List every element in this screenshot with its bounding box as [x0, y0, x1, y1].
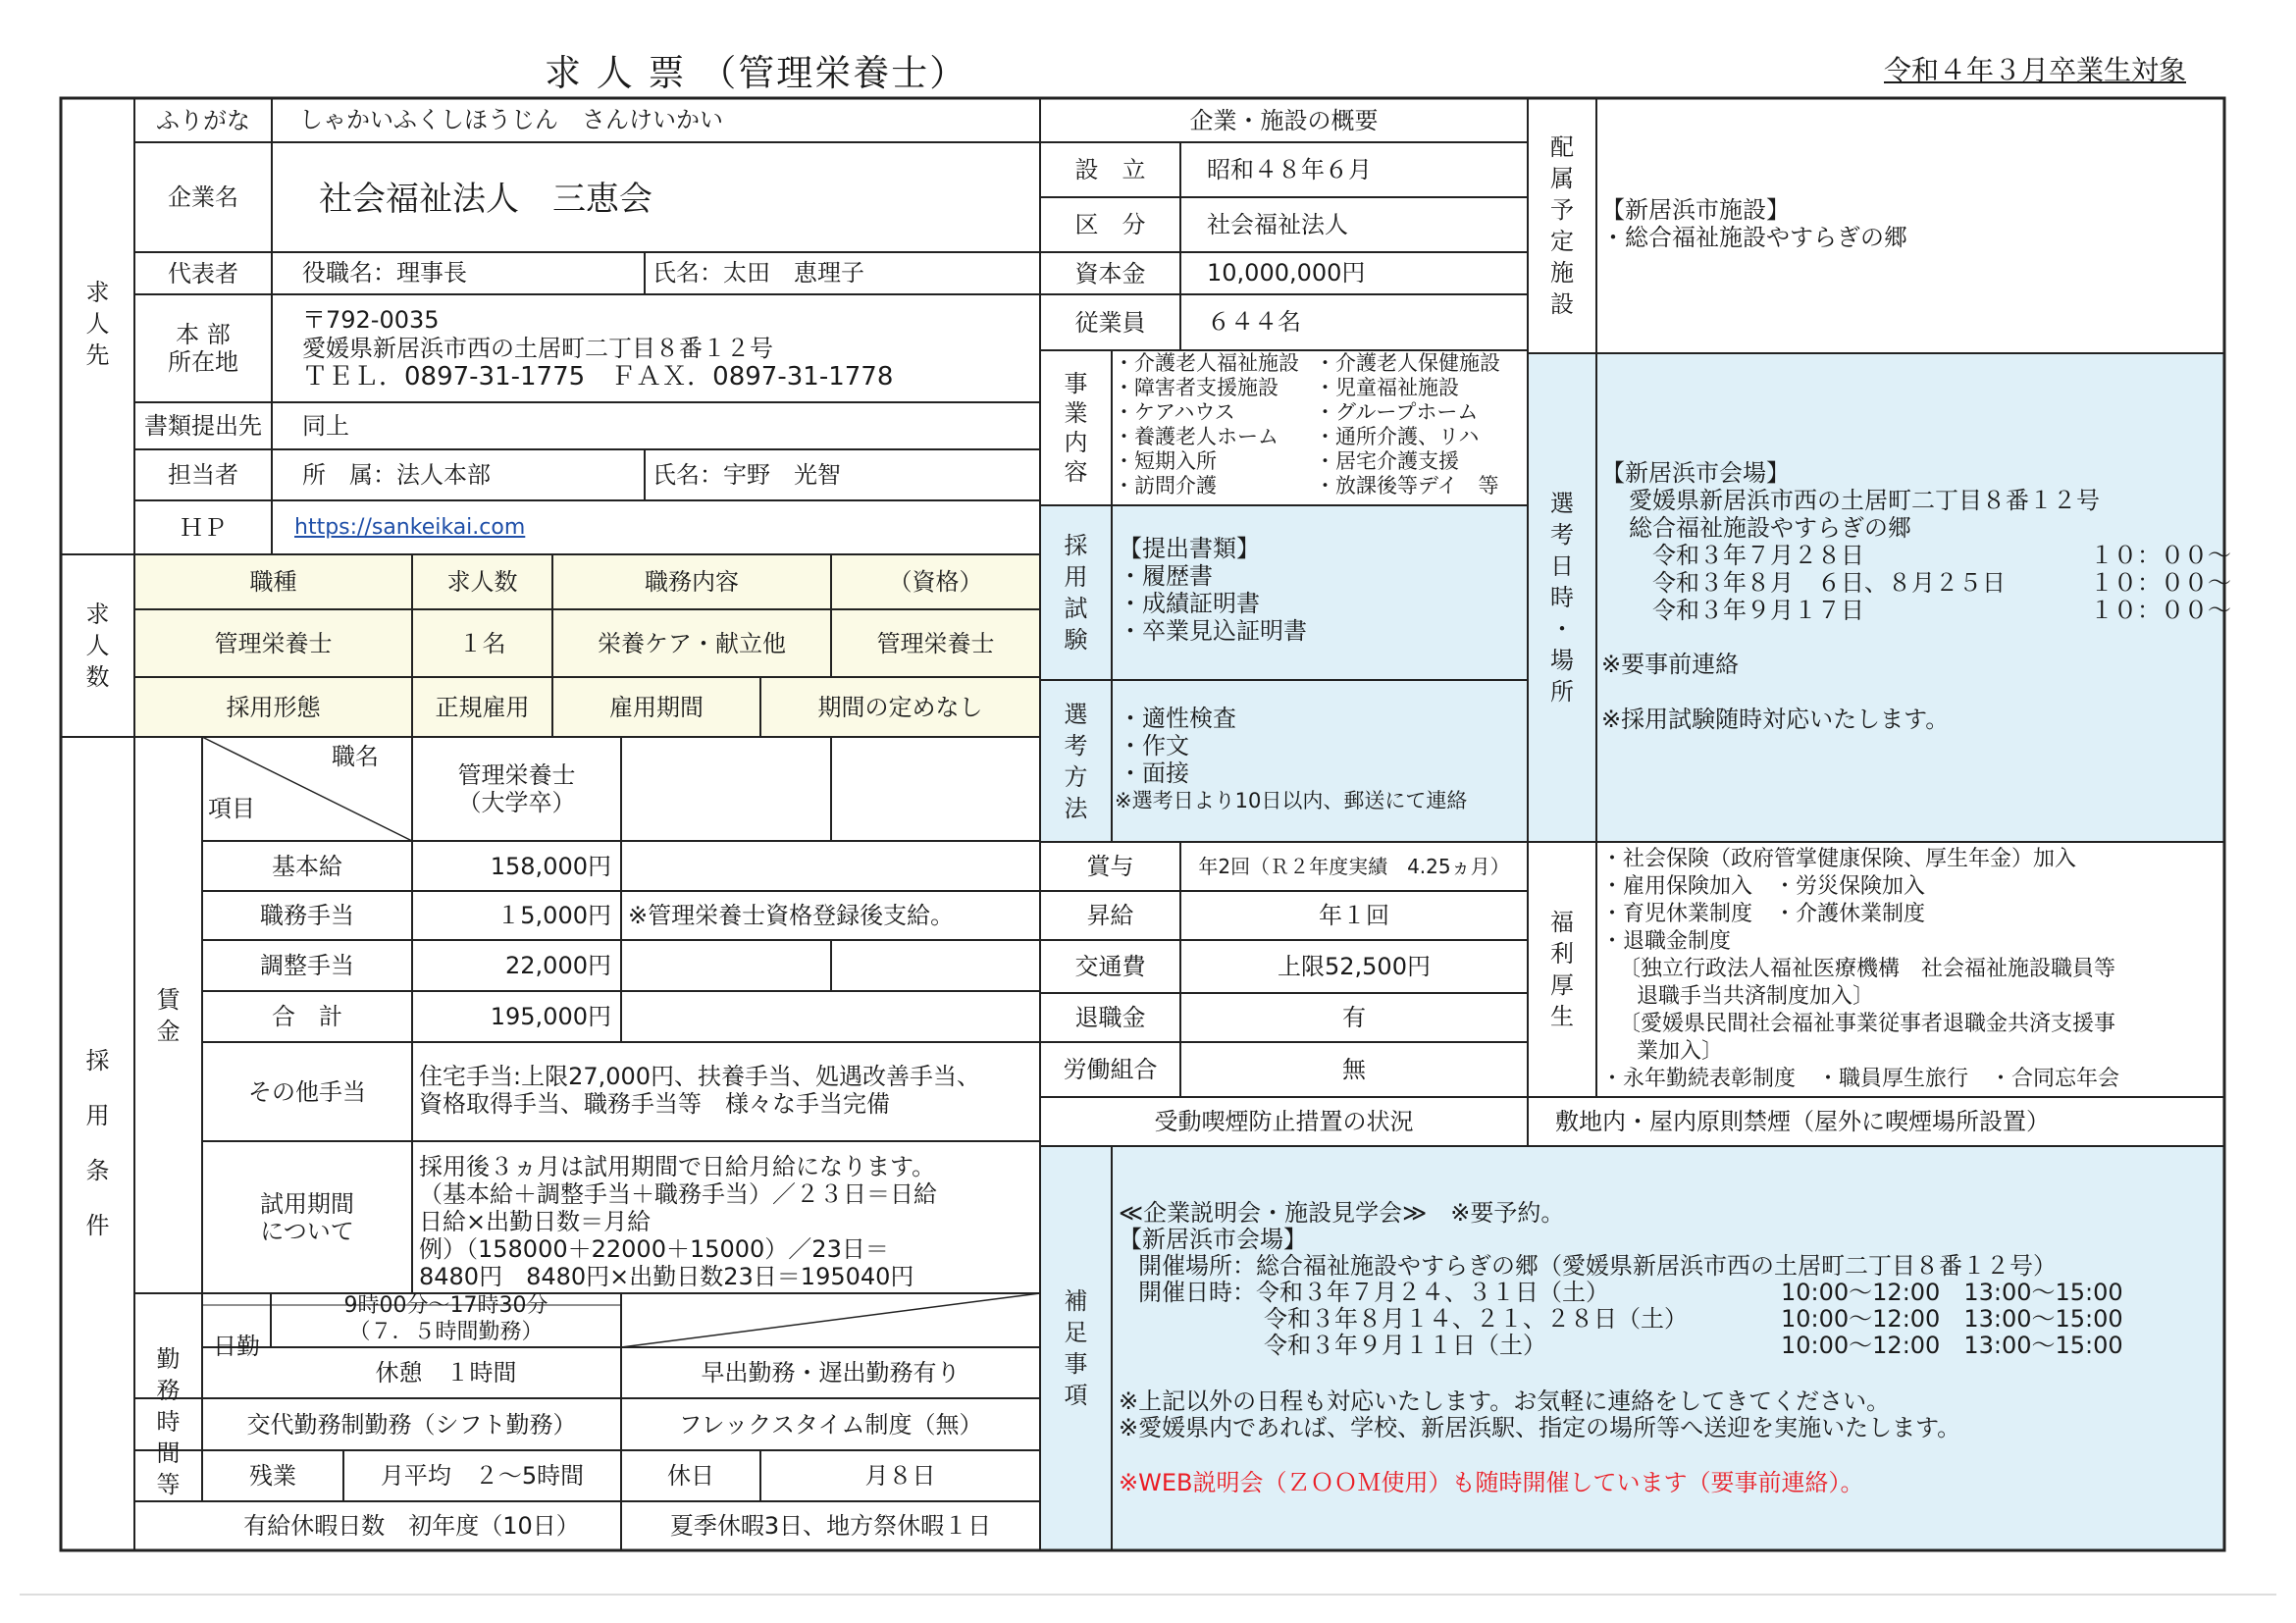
trial-line: 日給×出勤日数＝月給 — [419, 1208, 652, 1235]
type-label: 区 分 — [1074, 211, 1146, 238]
emp-label: 採用形態 — [226, 693, 321, 721]
supplement-time: 10:00～12:00 13:00～15:00 — [1781, 1332, 2123, 1359]
welfare-line: ・雇用保険加入 ・労災保険加入 — [1601, 874, 1926, 899]
target-graduates: 令和４年３月卒業生対象 — [1884, 54, 2187, 86]
type-value: 社会福祉法人 — [1207, 211, 1348, 238]
furigana-value: しゃかいふくしほうじん さんけいかい — [299, 106, 723, 133]
trial-line: （基本給＋調整手当＋職務手当）／２３日＝日給 — [419, 1180, 937, 1208]
exam-doc-item: ・履歴書 — [1119, 562, 1213, 590]
web-session-note: ※WEB説明会（ＺＯＯＭ使用）も随時開催しています（要事前連絡）。 — [1119, 1469, 1864, 1496]
welfare-line: ・育児休業制度 ・介護休業制度 — [1601, 902, 1926, 926]
other-allowance-line: 住宅手当:上限27,000円、扶養手当、処遇改善手当、 — [419, 1063, 981, 1090]
welfare-line: 〔愛媛県民間社会福祉事業従事者退職金共済支援事 — [1619, 1012, 2116, 1036]
day-shift-time: 9時00分～17時30分 — [343, 1292, 548, 1318]
schedule-time: １０：００～ — [2090, 597, 2231, 624]
holiday-value: 月８日 — [864, 1462, 936, 1490]
welfare-label: 福 利 厚 生 — [1550, 909, 1574, 1030]
overtime-value: 月平均 ２～5時間 — [380, 1462, 585, 1490]
transport-label: 交通費 — [1074, 953, 1146, 980]
job-type: 管理栄養士 — [214, 629, 333, 657]
est-value: 昭和４８年６月 — [1207, 156, 1372, 183]
job-duty: 栄養ケア・献立他 — [598, 629, 786, 657]
trial-label: 試用期間 について — [260, 1189, 354, 1245]
side-label-kinmu: 勤 務 時 間 等 — [156, 1345, 181, 1498]
wage-row-label: 合 計 — [272, 1003, 342, 1030]
hq-label: 本 部 所在地 — [168, 321, 238, 376]
staff-value: ６４４名 — [1207, 308, 1301, 336]
wage-row-value: １5,000円 — [496, 902, 611, 929]
transport-value: 上限52,500円 — [1278, 953, 1431, 980]
supplement-time: 10:00～12:00 13:00～15:00 — [1781, 1305, 2123, 1333]
page-title: 求 人 票 （管理栄養士） — [545, 52, 968, 94]
bonus-label: 賞与 — [1086, 853, 1134, 880]
wage-row-value: 158,000円 — [490, 852, 611, 880]
overview-header: 企業・施設の概要 — [1189, 106, 1379, 134]
biz-item: ・介護老人保健施設 — [1315, 351, 1500, 375]
biz-item: ・訪問介護 — [1114, 474, 1217, 497]
biz-item: ・通所介護、リハ — [1315, 425, 1480, 448]
capital-label: 資本金 — [1074, 259, 1146, 288]
retire-label: 退職金 — [1074, 1004, 1146, 1031]
staff-label: 従業員 — [1074, 308, 1146, 337]
biz-item: ・養護老人ホーム — [1114, 425, 1278, 448]
welfare-line: ・社会保険（政府管掌健康保険、厚生年金）加入 — [1601, 847, 2077, 871]
break-time: 休憩 １時間 — [375, 1359, 517, 1387]
schedule-venue: 【新居浜市会場】 — [1601, 459, 1790, 487]
flex-time: フレックスタイム制度（無） — [678, 1410, 983, 1439]
biz-item: ・介護老人福祉施設 — [1114, 351, 1299, 375]
biz-label: 事 業 内 容 — [1064, 370, 1088, 486]
schedule-date: 令和３年７月２８日 — [1652, 542, 1864, 569]
wage-row-label: 職務手当 — [260, 902, 354, 929]
paid-leave: 有給休暇日数 初年度（10日） — [243, 1512, 580, 1540]
other-allowance-line: 資格取得手当、職務手当等 様々な手当完備 — [419, 1090, 890, 1118]
side-label-kyujinsaki: 求 人 先 — [85, 279, 110, 369]
method-label: 選 考 方 法 — [1064, 700, 1088, 822]
union-label: 労働組合 — [1063, 1056, 1158, 1083]
method-item: ・適性検査 — [1119, 705, 1236, 732]
wage-row-label: 調整手当 — [260, 952, 354, 979]
est-label: 設 立 — [1074, 156, 1146, 183]
schedule-address: 愛媛県新居浜市西の土居町二丁目８番１２号 — [1629, 487, 2100, 514]
wage-row-value: 22,000円 — [505, 952, 611, 979]
biz-item: ・居宅介護支援 — [1315, 449, 1459, 473]
welfare-line: ・退職金制度 — [1601, 929, 1732, 954]
supplement-label: 補 足 事 項 — [1064, 1287, 1088, 1409]
welfare-line: 業加入〕 — [1637, 1039, 1724, 1064]
schedule-time: １０：００～ — [2090, 542, 2231, 569]
hp-label: ＨＰ — [180, 513, 227, 542]
schedule-note: ※採用試験随時対応いたします。 — [1601, 706, 1950, 733]
day-shift-hours: （７．５時間勤務） — [348, 1320, 544, 1344]
company-name-label: 企業名 — [168, 183, 238, 211]
wage-job-title: 管理栄養士 （大学卒） — [457, 761, 576, 816]
rep-title: 役職名：理事長 — [302, 259, 467, 287]
trial-line: 採用後３ヵ月は試用期間で日給月給になります。 — [419, 1153, 936, 1180]
method-item: ・面接 — [1119, 759, 1189, 787]
rep-name: 氏名：太田 恵理子 — [652, 259, 864, 287]
jobs-header-type: 職種 — [249, 568, 297, 596]
supplement-venue: 【新居浜市会場】 — [1119, 1226, 1307, 1253]
trial-line: 例）（158000＋22000＋15000）／23日＝ — [419, 1235, 889, 1263]
bonus-value: 年2回（Ｒ２年度実績 4.25ヵ月） — [1198, 855, 1510, 878]
welfare-line: 退職手当共済制度加入〕 — [1637, 984, 1875, 1009]
job-qual: 管理栄養士 — [876, 629, 995, 657]
contact-dept: 所 属：法人本部 — [302, 461, 491, 489]
supplement-date: 開催日時：令和３年７月２４、３１日（土） — [1138, 1279, 1609, 1306]
emp-value: 正規雇用 — [435, 693, 530, 721]
jobs-header-qual: （資格） — [888, 568, 983, 596]
placement-line: 【新居浜市施設】 — [1601, 196, 1790, 224]
smoke-label: 受動喫煙防止措置の状況 — [1154, 1108, 1414, 1135]
capital-value: 10,000,000円 — [1207, 259, 1366, 287]
docs-value: 同上 — [302, 412, 349, 440]
supplement-note: ※上記以外の日程も対応いたします。お気軽に連絡をしてきてください。 — [1119, 1387, 1891, 1415]
supplement-time: 10:00～12:00 13:00～15:00 — [1781, 1279, 2123, 1306]
rep-label: 代表者 — [168, 259, 238, 288]
raise-label: 昇給 — [1086, 902, 1134, 929]
period-value: 期間の定めなし — [817, 693, 983, 721]
union-value: 無 — [1342, 1056, 1366, 1083]
jobs-header-count: 求人数 — [446, 568, 518, 596]
exam-doc-item: ・成績証明書 — [1119, 590, 1260, 617]
address: 愛媛県新居浜市西の土居町二丁目８番１２号 — [302, 335, 773, 362]
schedule-label: 選 考 日 時 ・ 場 所 — [1550, 490, 1574, 706]
other-allowance-label: その他手当 — [248, 1077, 366, 1106]
holiday-label: 休日 — [667, 1462, 714, 1490]
placement-label: 配 属 予 定 施 設 — [1550, 133, 1574, 318]
smoke-value: 敷地内・屋内原則禁煙（屋外に喫煙場所設置） — [1555, 1108, 2050, 1135]
method-note: ※選考日より10日以内、郵送にて連絡 — [1115, 789, 1468, 812]
side-label-chingin: 賃 金 — [156, 985, 181, 1045]
schedule-date: 令和３年８月 ６日、８月２５日 — [1652, 569, 2006, 597]
welfare-line: 〔独立行政法人福祉医療機構 社会福祉施設職員等 — [1619, 957, 2116, 981]
shift-work: 交代勤務制勤務（シフト勤務） — [246, 1410, 577, 1439]
day-shift-label: 日勤 — [213, 1332, 260, 1360]
wage-row-note: ※管理栄養士資格登録後支給。 — [628, 902, 955, 929]
method-item: ・作文 — [1119, 732, 1189, 759]
period-label: 雇用期間 — [609, 693, 704, 721]
schedule-time: １０：００～ — [2090, 569, 2231, 597]
welfare-line: ・永年勤続表彰制度 ・職員厚生旅行 ・合同忘年会 — [1601, 1067, 2120, 1091]
biz-item: ・放課後等デイ 等 — [1315, 474, 1499, 497]
biz-item: ・ケアハウス — [1114, 400, 1235, 424]
trial-line: 8480円 8480円×出勤日数23日＝195040円 — [419, 1263, 914, 1290]
biz-item: ・児童福祉施設 — [1315, 376, 1459, 399]
schedule-date: 令和３年９月１７日 — [1652, 597, 1864, 624]
wage-corner-top: 職名 — [332, 743, 379, 770]
supplement-place: 開催場所：総合福祉施設やすらぎの郷（愛媛県新居浜市西の土居町二丁目８番１２号） — [1138, 1252, 2057, 1280]
retire-value: 有 — [1342, 1004, 1366, 1031]
biz-item: ・障害者支援施設 — [1114, 376, 1278, 399]
schedule-facility: 総合福祉施設やすらぎの郷 — [1629, 514, 1911, 542]
supplement-date: 令和３年９月１１日（土） — [1264, 1332, 1546, 1359]
tel-fax: ＴＥＬ．0897-31-1775 ＦＡＸ．0897-31-1778 — [302, 362, 894, 392]
supplement-title: ≪企業説明会・施設見学会≫ ※要予約。 — [1119, 1199, 1565, 1227]
hp-link[interactable]: https://sankeikai.com — [294, 515, 526, 540]
side-label-saiyo: 採 用 条 件 — [85, 1047, 110, 1239]
wage-corner-bottom: 項目 — [208, 795, 255, 822]
raise-value: 年１回 — [1319, 902, 1389, 929]
biz-item: ・短期入所 — [1114, 449, 1217, 473]
contact-name: 氏名：宇野 光智 — [652, 461, 841, 489]
docs-label: 書類提出先 — [144, 412, 262, 440]
biz-item: ・グループホーム — [1315, 400, 1479, 424]
exam-doc-item: ・卒業見込証明書 — [1119, 617, 1307, 645]
furigana-label: ふりがな — [156, 106, 250, 134]
placement-line: ・総合福祉施設やすらぎの郷 — [1601, 224, 1907, 251]
supplement-note: ※愛媛県内であれば、学校、新居浜駅、指定の場所等へ送迎を実施いたします。 — [1119, 1414, 1961, 1441]
contact-label: 担当者 — [168, 461, 238, 489]
jobs-header-duty: 職務内容 — [645, 568, 739, 596]
early-late-shift: 早出勤務・遅出勤務有り — [701, 1359, 961, 1387]
wage-row-value: 195,000円 — [490, 1003, 611, 1030]
wage-row-label: 基本給 — [272, 852, 342, 880]
side-label-kyujinsu: 求 人 数 — [85, 601, 110, 691]
exam-docs-title: 【提出書類】 — [1119, 535, 1260, 562]
zip-code: 〒792-0035 — [302, 306, 440, 334]
summer-leave: 夏季休暇3日、地方祭休暇１日 — [669, 1512, 992, 1540]
schedule-note: ※要事前連絡 — [1601, 651, 1740, 678]
company-name: 社会福祉法人 三恵会 — [319, 180, 652, 219]
job-count: １名 — [458, 629, 506, 657]
supplement-date: 令和３年８月１４、２１、２８日（土） — [1264, 1305, 1688, 1333]
overtime-label: 残業 — [249, 1462, 296, 1490]
exam-label: 採 用 試 験 — [1064, 532, 1088, 654]
